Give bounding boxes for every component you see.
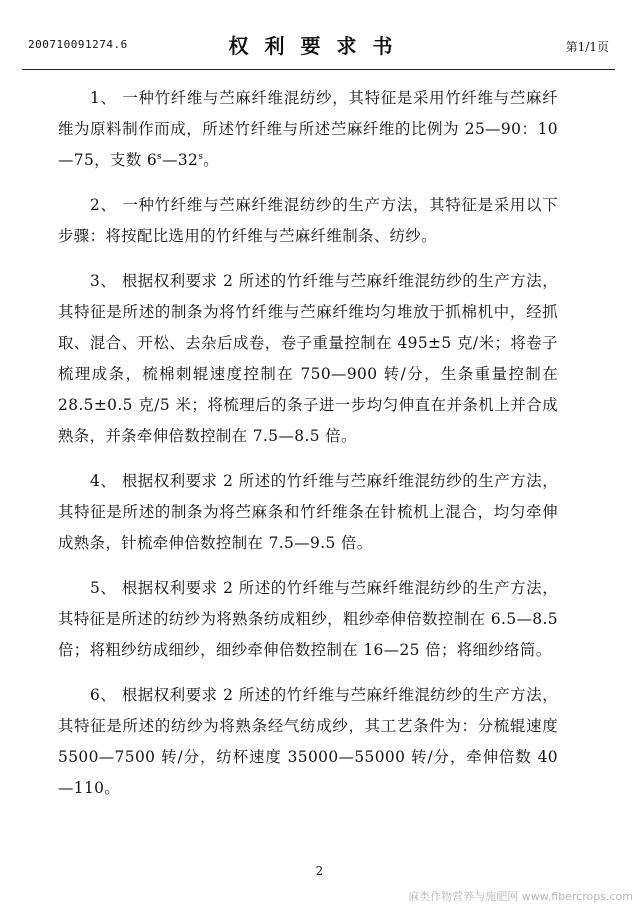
document-number: 200710091274.6	[28, 38, 128, 51]
claim-1-text: 1、 一种竹纤维与苎麻纤维混纺纱，其特征是采用竹纤维与苎麻纤维为原料制作而成，所述竹纤维与所述苎麻纤维的比例为 25—90：10—75，支数 6	[58, 89, 558, 169]
document-title: 权利要求书	[228, 34, 409, 58]
claim-4: 4、 根据权利要求 2 所述的竹纤维与苎麻纤维混纺纱的生产方法，其特征是所述的制条为将苎麻条和竹纤维条在针梳机上混合，均匀牵伸成熟条，针梳牵伸倍数控制在 7.5—9.5 倍。	[58, 472, 558, 552]
page-number: 2	[315, 864, 324, 878]
claim-1-text-end: 。	[203, 151, 220, 169]
claim-1	[58, 83, 558, 176]
claims-list	[58, 83, 558, 818]
header-divider	[22, 69, 615, 70]
page-indicator: 第1/1页	[565, 40, 609, 54]
claim-3: 3、 根据权利要求 2 所述的竹纤维与苎麻纤维混纺纱的生产方法，其特征是所述的制条为将竹纤维与苎麻纤维均匀堆放于抓棉机中，经抓取、混合、开松、去杂后成卷，卷子重量控制在 495±5 克/米；将卷子梳理成条，梳棉刺辊速度控制在 750—900 转/分，生条重量控制在 28.5±0.5 克/5 米；将梳理后的条子进一步均匀伸直在并条机上并合成熟条，并条牵伸倍数控制在 7.5—8.5 倍。	[58, 272, 558, 445]
claim-1-sup-2: s	[198, 151, 204, 162]
claim-6: 6、 根据权利要求 2 所述的竹纤维与苎麻纤维混纺纱的生产方法，其特征是所述的纺纱为将熟条经气纺成纱，其工艺条件为：分梳辊速度 5500—7500 转/分，纺杯速度 35000—55000 转/分，牵伸倍数 40—110。	[58, 686, 558, 797]
claim-1-text-mid: —32	[162, 151, 199, 169]
claim-1-sup-1: s	[157, 151, 163, 162]
claim-5: 5、 根据权利要求 2 所述的竹纤维与苎麻纤维混纺纱的生产方法，其特征是所述的纺纱为将熟条纺成粗纱，粗纱牵伸倍数控制在 6.5—8.5 倍；将粗纱纺成细纱，细纱牵伸倍数控制在 16—25 倍；将细纱络筒。	[58, 579, 558, 659]
claim-2: 2、 一种竹纤维与苎麻纤维混纺纱的生产方法，其特征是采用以下步骤：将按配比选用的竹纤维与苎麻纤维制条、纺纱。	[58, 196, 558, 245]
site-watermark: 麻类作物营养与施肥网 www.fibercrops.com	[408, 890, 633, 903]
page-header	[22, 26, 615, 56]
